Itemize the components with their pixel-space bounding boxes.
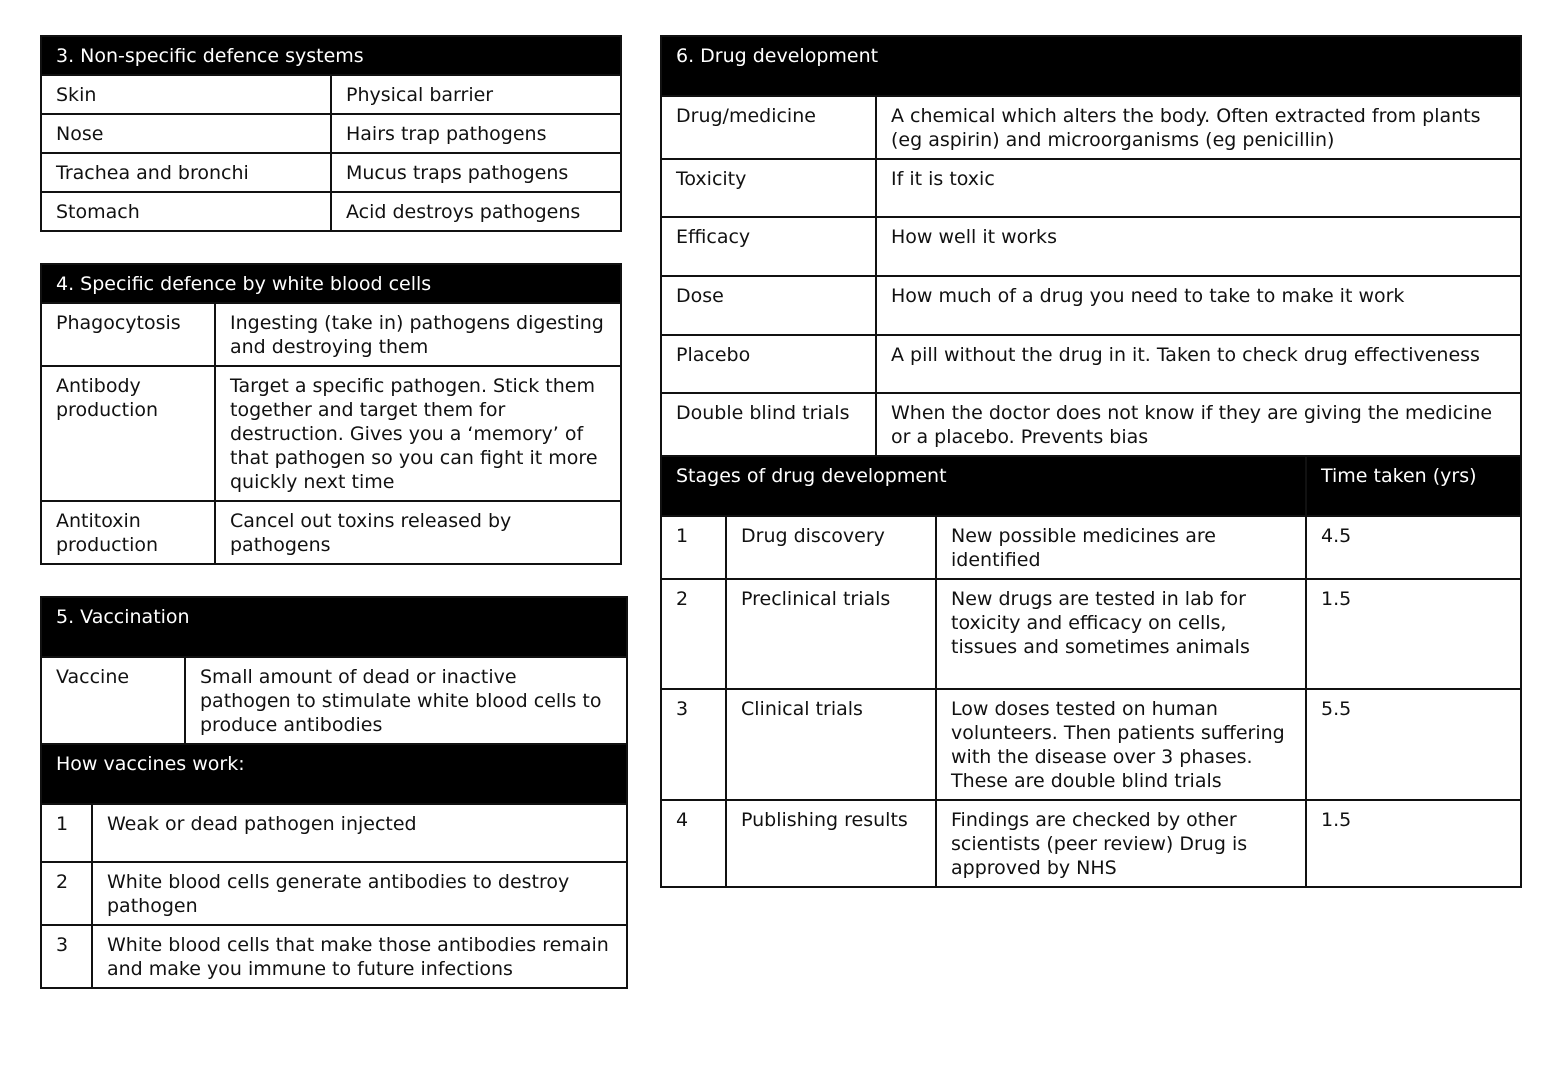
table-row: [661, 393, 1521, 456]
step-number: 1: [41, 804, 92, 862]
drug-development-table: [660, 35, 1522, 888]
table-row: [661, 516, 1521, 579]
term-cell: Antibody production: [41, 366, 215, 501]
term-cell: Placebo: [661, 335, 876, 393]
section-3-title: 3. Non-specific defence systems: [41, 36, 621, 75]
term-cell: Double blind trials: [661, 393, 876, 456]
term-cell: Phagocytosis: [41, 303, 215, 366]
definition-cell: Cancel out toxins released by pathogens: [215, 501, 621, 564]
term-cell: Antitoxin production: [41, 501, 215, 564]
definition-cell: Mucus traps pathogens: [331, 153, 621, 192]
stage-time: 4.5: [1306, 516, 1521, 579]
table-row: [661, 335, 1521, 393]
definition-cell: How much of a drug you need to take to make it work: [876, 276, 1521, 335]
time-taken-title: Time taken (yrs): [1306, 456, 1521, 516]
table-row: [41, 192, 621, 231]
table-row: [661, 217, 1521, 276]
table-row: [41, 366, 621, 501]
step-text: White blood cells generate antibodies to destroy pathogen: [92, 862, 627, 925]
table-row: [41, 804, 627, 862]
definition-cell: Ingesting (take in) pathogens digesting and destroying them: [215, 303, 621, 366]
section-4-title: 4. Specific defence by white blood cells: [41, 264, 621, 303]
table-row: [661, 276, 1521, 335]
stage-description: Findings are checked by other scientists (peer review) Drug is approved by NHS: [936, 800, 1306, 887]
term-cell: Efficacy: [661, 217, 876, 276]
specific-defence-table: [40, 263, 622, 565]
stage-description: Low doses tested on human volunteers. Then patients suffering with the disease over 3 phases. These are double blind trials: [936, 689, 1306, 800]
term-cell: Nose: [41, 114, 331, 153]
stage-name: Clinical trials: [726, 689, 936, 800]
term-cell: Stomach: [41, 192, 331, 231]
term-cell: Toxicity: [661, 159, 876, 217]
table-row: [41, 114, 621, 153]
table-row: [661, 689, 1521, 800]
table-row: [661, 800, 1521, 887]
table-row: [661, 579, 1521, 689]
table-row: [661, 96, 1521, 159]
section-6-title: 6. Drug development: [661, 36, 1521, 96]
stage-name: Drug discovery: [726, 516, 936, 579]
section-5-title: 5. Vaccination: [41, 597, 627, 657]
vaccination-table: [40, 596, 628, 989]
stage-number: 1: [661, 516, 726, 579]
definition-cell: How well it works: [876, 217, 1521, 276]
step-number: 2: [41, 862, 92, 925]
stage-time: 1.5: [1306, 800, 1521, 887]
definition-cell: If it is toxic: [876, 159, 1521, 217]
table-row: [41, 925, 627, 988]
term-cell: Skin: [41, 75, 331, 114]
stage-name: Preclinical trials: [726, 579, 936, 689]
stage-description: New possible medicines are identified: [936, 516, 1306, 579]
table-row: [41, 153, 621, 192]
stage-number: 3: [661, 689, 726, 800]
definition-cell: Acid destroys pathogens: [331, 192, 621, 231]
definition-cell: A pill without the drug in it. Taken to check drug effectiveness: [876, 335, 1521, 393]
table-row: [41, 75, 621, 114]
table-row: [41, 657, 627, 744]
step-number: 3: [41, 925, 92, 988]
term-cell: Vaccine: [41, 657, 185, 744]
table-row: [41, 501, 621, 564]
definition-cell: Target a specific pathogen. Stick them together and target them for destruction. Gives you a ‘memory’ of that pathogen so you can fight it more quickly next time: [215, 366, 621, 501]
table-row: [661, 159, 1521, 217]
term-cell: Dose: [661, 276, 876, 335]
stages-title: Stages of drug development: [661, 456, 1306, 516]
definition-cell: A chemical which alters the body. Often extracted from plants (eg aspirin) and microorganisms (eg penicillin): [876, 96, 1521, 159]
stage-time: 1.5: [1306, 579, 1521, 689]
step-text: White blood cells that make those antibodies remain and make you immune to future infections: [92, 925, 627, 988]
stage-time: 5.5: [1306, 689, 1521, 800]
definition-cell: Hairs trap pathogens: [331, 114, 621, 153]
term-cell: Drug/medicine: [661, 96, 876, 159]
step-text: Weak or dead pathogen injected: [92, 804, 627, 862]
stage-name: Publishing results: [726, 800, 936, 887]
stage-number: 4: [661, 800, 726, 887]
table-row: [41, 303, 621, 366]
stage-number: 2: [661, 579, 726, 689]
how-vaccines-work-title: How vaccines work:: [41, 744, 627, 804]
stage-description: New drugs are tested in lab for toxicity and efficacy on cells, tissues and sometimes animals: [936, 579, 1306, 689]
term-cell: Trachea and bronchi: [41, 153, 331, 192]
definition-cell: When the doctor does not know if they are giving the medicine or a placebo. Prevents bias: [876, 393, 1521, 456]
definition-cell: Small amount of dead or inactive pathogen to stimulate white blood cells to produce antibodies: [185, 657, 627, 744]
non-specific-defence-table: [40, 35, 622, 232]
table-row: [41, 862, 627, 925]
definition-cell: Physical barrier: [331, 75, 621, 114]
